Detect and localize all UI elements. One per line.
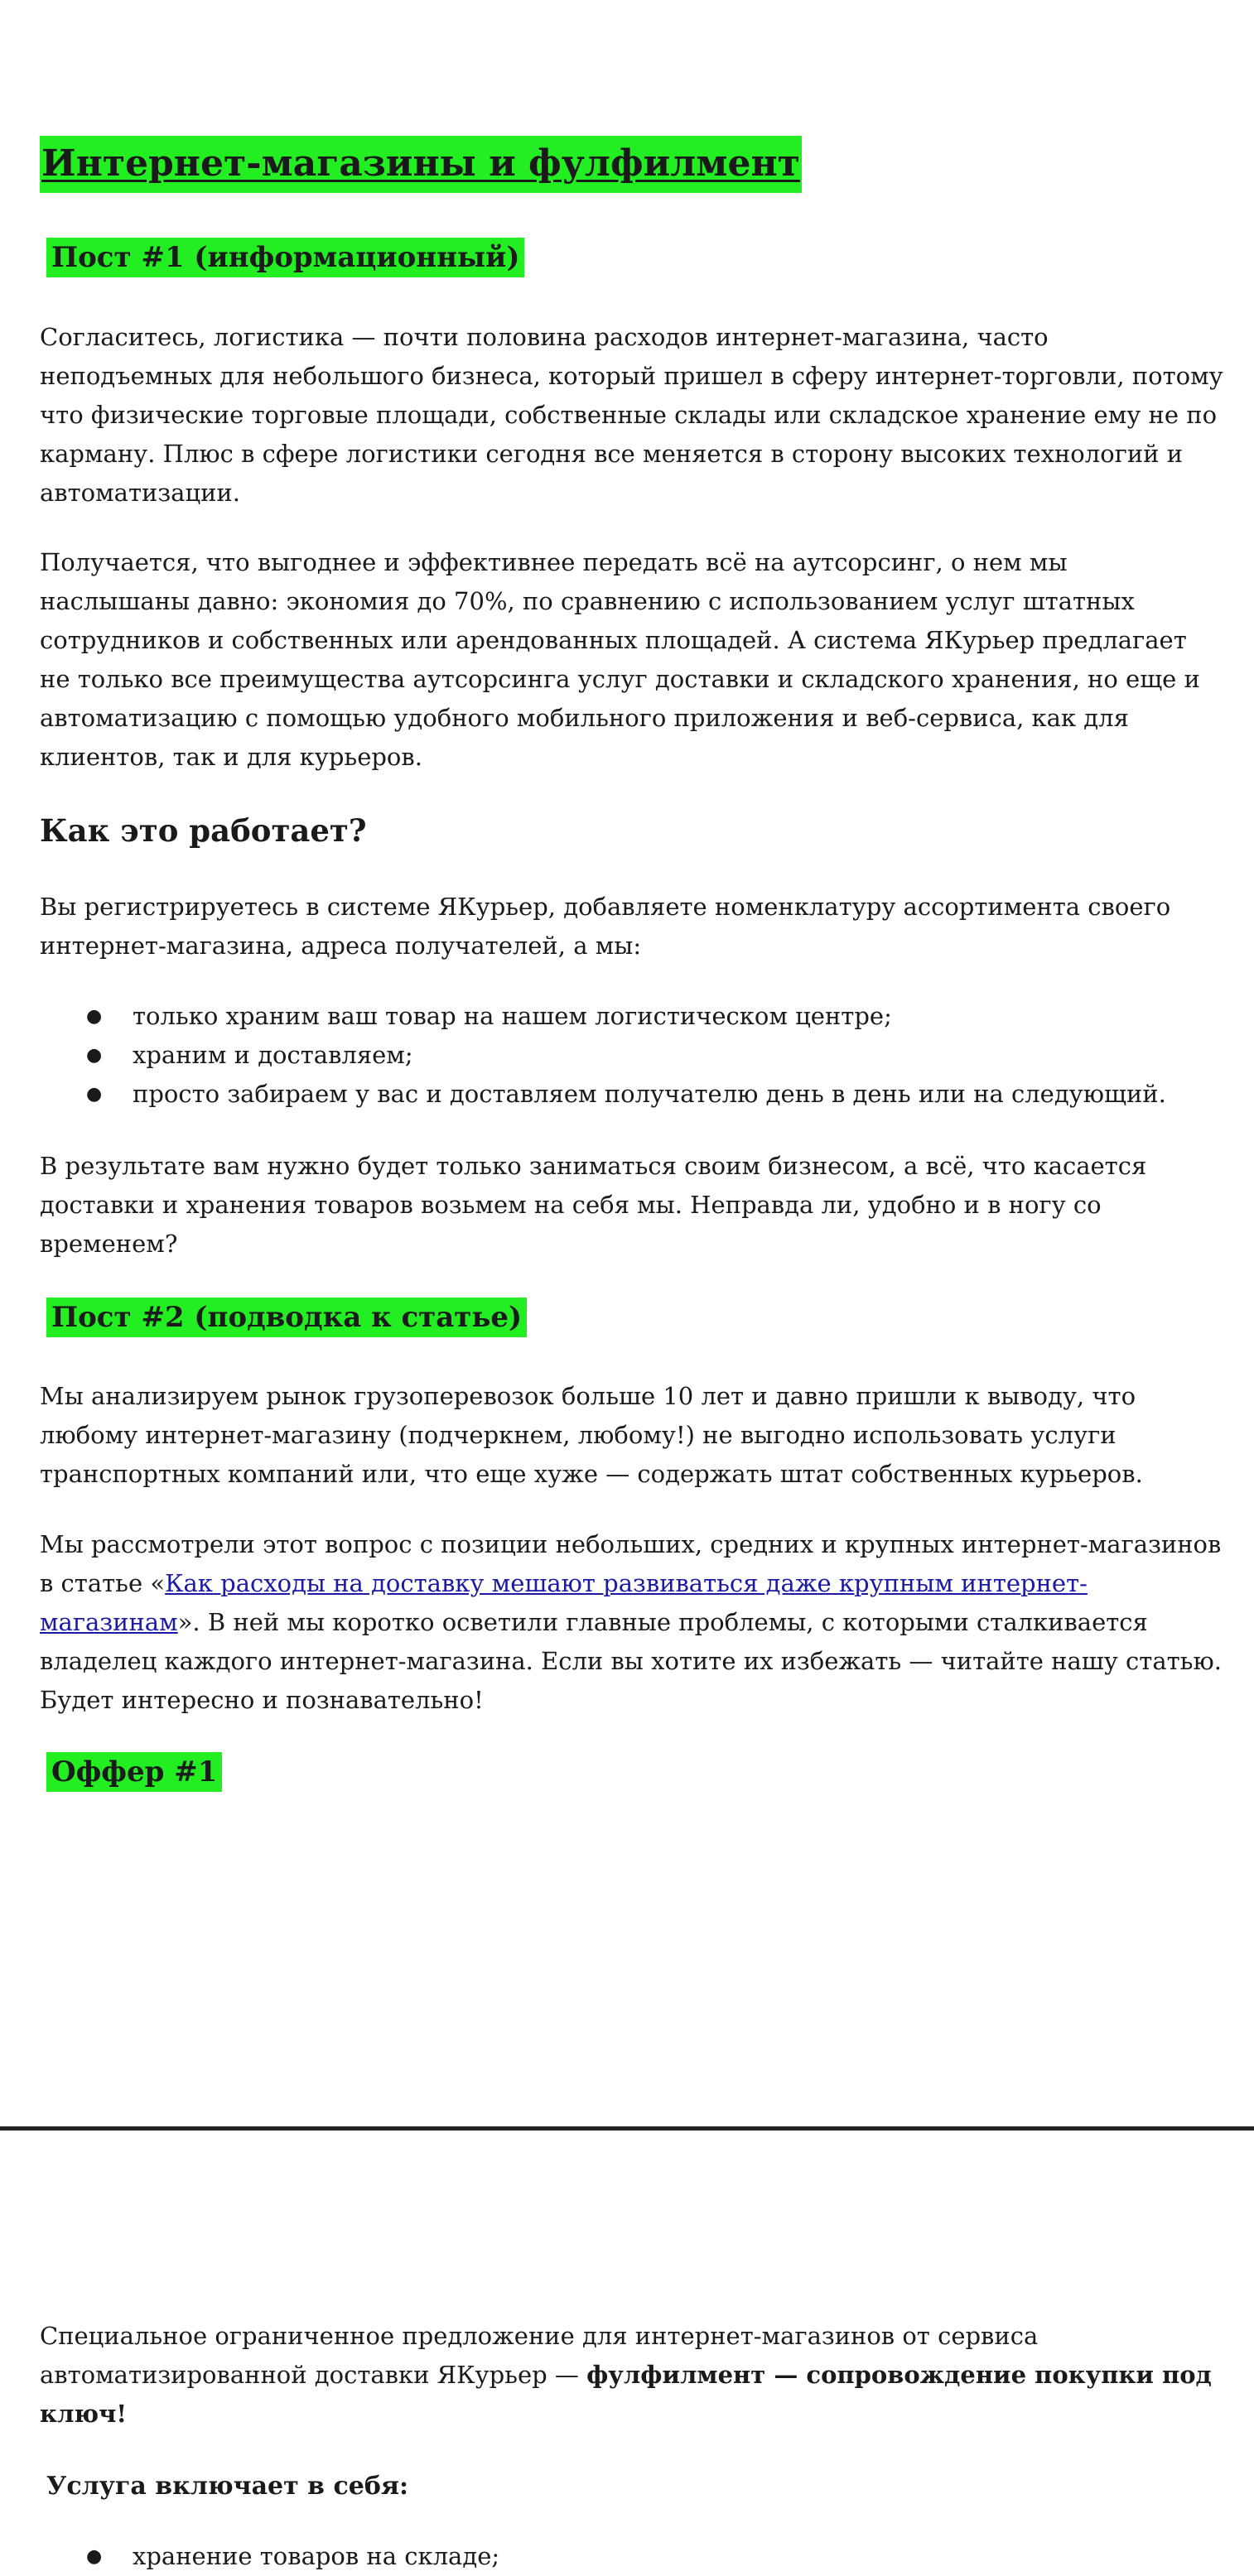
offer-1-heading-text: Оффер #1: [46, 1752, 222, 1792]
how-it-works-heading: Как это работает?: [40, 812, 367, 849]
document-page-2: [0, 2136, 1254, 2574]
list-item: ● просто забираем у вас и доставляем получателю день в день или на следующий.: [40, 1075, 1199, 1114]
offer-1-heading: [46, 1753, 222, 1791]
service-includes-label: Услуга включает в себя:: [46, 2472, 409, 2501]
result-paragraph: В результате вам нужно будет только заниматься своим бизнесом, а всё, что касается доставки и хранения товаров возьмем на себя мы. Неправда ли, удобно и в ногу со временем?: [40, 1152, 1147, 1258]
post-2-paragraph-2-start: Мы рассмотрели этот вопрос с позиции небольших, средних и крупных интернет-магазинов в статье «: [40, 1530, 1222, 1597]
service-includes-list: [40, 2537, 1199, 2576]
offer-1-intro-bold: фулфилмент — сопровождение покупки под ключ!: [40, 2361, 1212, 2428]
list-item: ● только храним ваш товар на нашем логистическом центре;: [40, 997, 1199, 1036]
list-item: ● хранение товаров на складе;: [40, 2537, 1199, 2576]
document-title-text: Интернет-магазины и фулфилмент: [40, 136, 802, 193]
post-2-heading-text: Пост #2 (подводка к статье): [46, 1298, 527, 1337]
post-1-heading-text: Пост #1 (информационный): [46, 238, 524, 277]
list-item: ● храним и доставляем;: [40, 1036, 1199, 1075]
offer-1-intro-text: Специальное ограниченное предложение для интернет-магазинов от сервиса автоматизированной доставки ЯКурьер —: [40, 2322, 1039, 2389]
post-2-paragraph-2: [40, 1525, 1224, 1720]
page-break-divider: [0, 2126, 1254, 2131]
post-1-paragraph-2: Получается, что выгоднее и эффективнее передать всё на аутсорсинг, о нем мы наслышаны давно: экономия до 70%, по сравнению с использованием услуг штатных сотрудников и собственных или арендованных площадей. А система ЯКурьер предлагает не только все преимущества аутсорсинга услуг доставки и складского хранения, но еще и автоматизацию с помощью удобного мобильного приложения и веб-сервиса, как для клиентов, так и для курьеров.: [40, 548, 1200, 771]
post-2-paragraph-1: Мы анализируем рынок грузоперевозок больше 10 лет и давно пришли к выводу, что любому интернет-магазину (подчеркнем, любому!) не выгодно использовать услуги транспортных компаний или, что еще хуже — содержать штат собственных курьеров.: [40, 1382, 1143, 1488]
post-1-paragraph-1: Согласитесь, логистика — почти половина расходов интернет-магазина, часто неподъемных для небольшого бизнеса, который пришел в сферу интернет-торговли, потому что физические торговые площади, собственные склады или складское хранение ему не по карману. Плюс в сфере логистики сегодня все меняется в сторону высоких технологий и автоматизации.: [40, 323, 1223, 507]
document-title: [40, 141, 802, 187]
post-2-paragraph-2-end: ». В ней мы коротко осветили главные проблемы, с которыми сталкивается владелец каждого интернет-магазина. Если вы хотите их избежать — читайте нашу статью. Будет интересно и познавательно!: [40, 1608, 1222, 1714]
how-it-works-intro: Вы регистрируетесь в системе ЯКурьер, добавляете номенклатуру ассортимента своего интернет-магазина, адреса получателей, а мы:: [40, 893, 1171, 960]
post-2-heading: [46, 1298, 527, 1336]
post-1-heading: [46, 238, 524, 277]
offer-1-intro: [40, 2317, 1224, 2434]
how-it-works-list: [40, 997, 1199, 1114]
article-link[interactable]: Как расходы на доставку мешают развиваться даже крупным интернет-магазинам: [40, 1569, 1088, 1636]
